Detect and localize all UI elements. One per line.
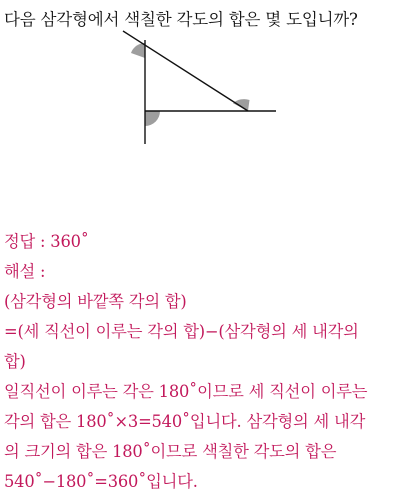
shaded-angle-bottom-left [145,111,160,126]
shaded-angle-top [131,43,145,58]
explanation-line-4: 합) [4,352,26,371]
slanted-line [123,31,248,111]
question-text: 다음 삼각형에서 색칠한 각도의 합은 몇 도입니까? [4,10,358,29]
explanation-line-3: =(세 직선이 이루는 각의 합)−(삼각형의 세 내각의 [4,322,359,341]
explanation-line-7: 의 크기의 합은 180˚이므로 색칠한 각도의 합은 [4,442,337,461]
explanation-line-1: 해설 : [4,262,46,281]
explanation-line-6: 각의 합은 180˚×3=540˚입니다. 삼각형의 세 내각 [4,412,366,431]
explanation-line-2: (삼각형의 바깥쪽 각의 합) [4,292,187,311]
triangle-figure [0,0,400,200]
explanation-line-8: 540˚−180˚=360˚입니다. [4,472,198,491]
shaded-angle-right [233,99,250,111]
answer-text: 정답 : 360˚ [4,232,89,251]
explanation-line-5: 일직선이 이루는 각은 180˚이므로 세 직선이 이루는 [4,382,368,401]
